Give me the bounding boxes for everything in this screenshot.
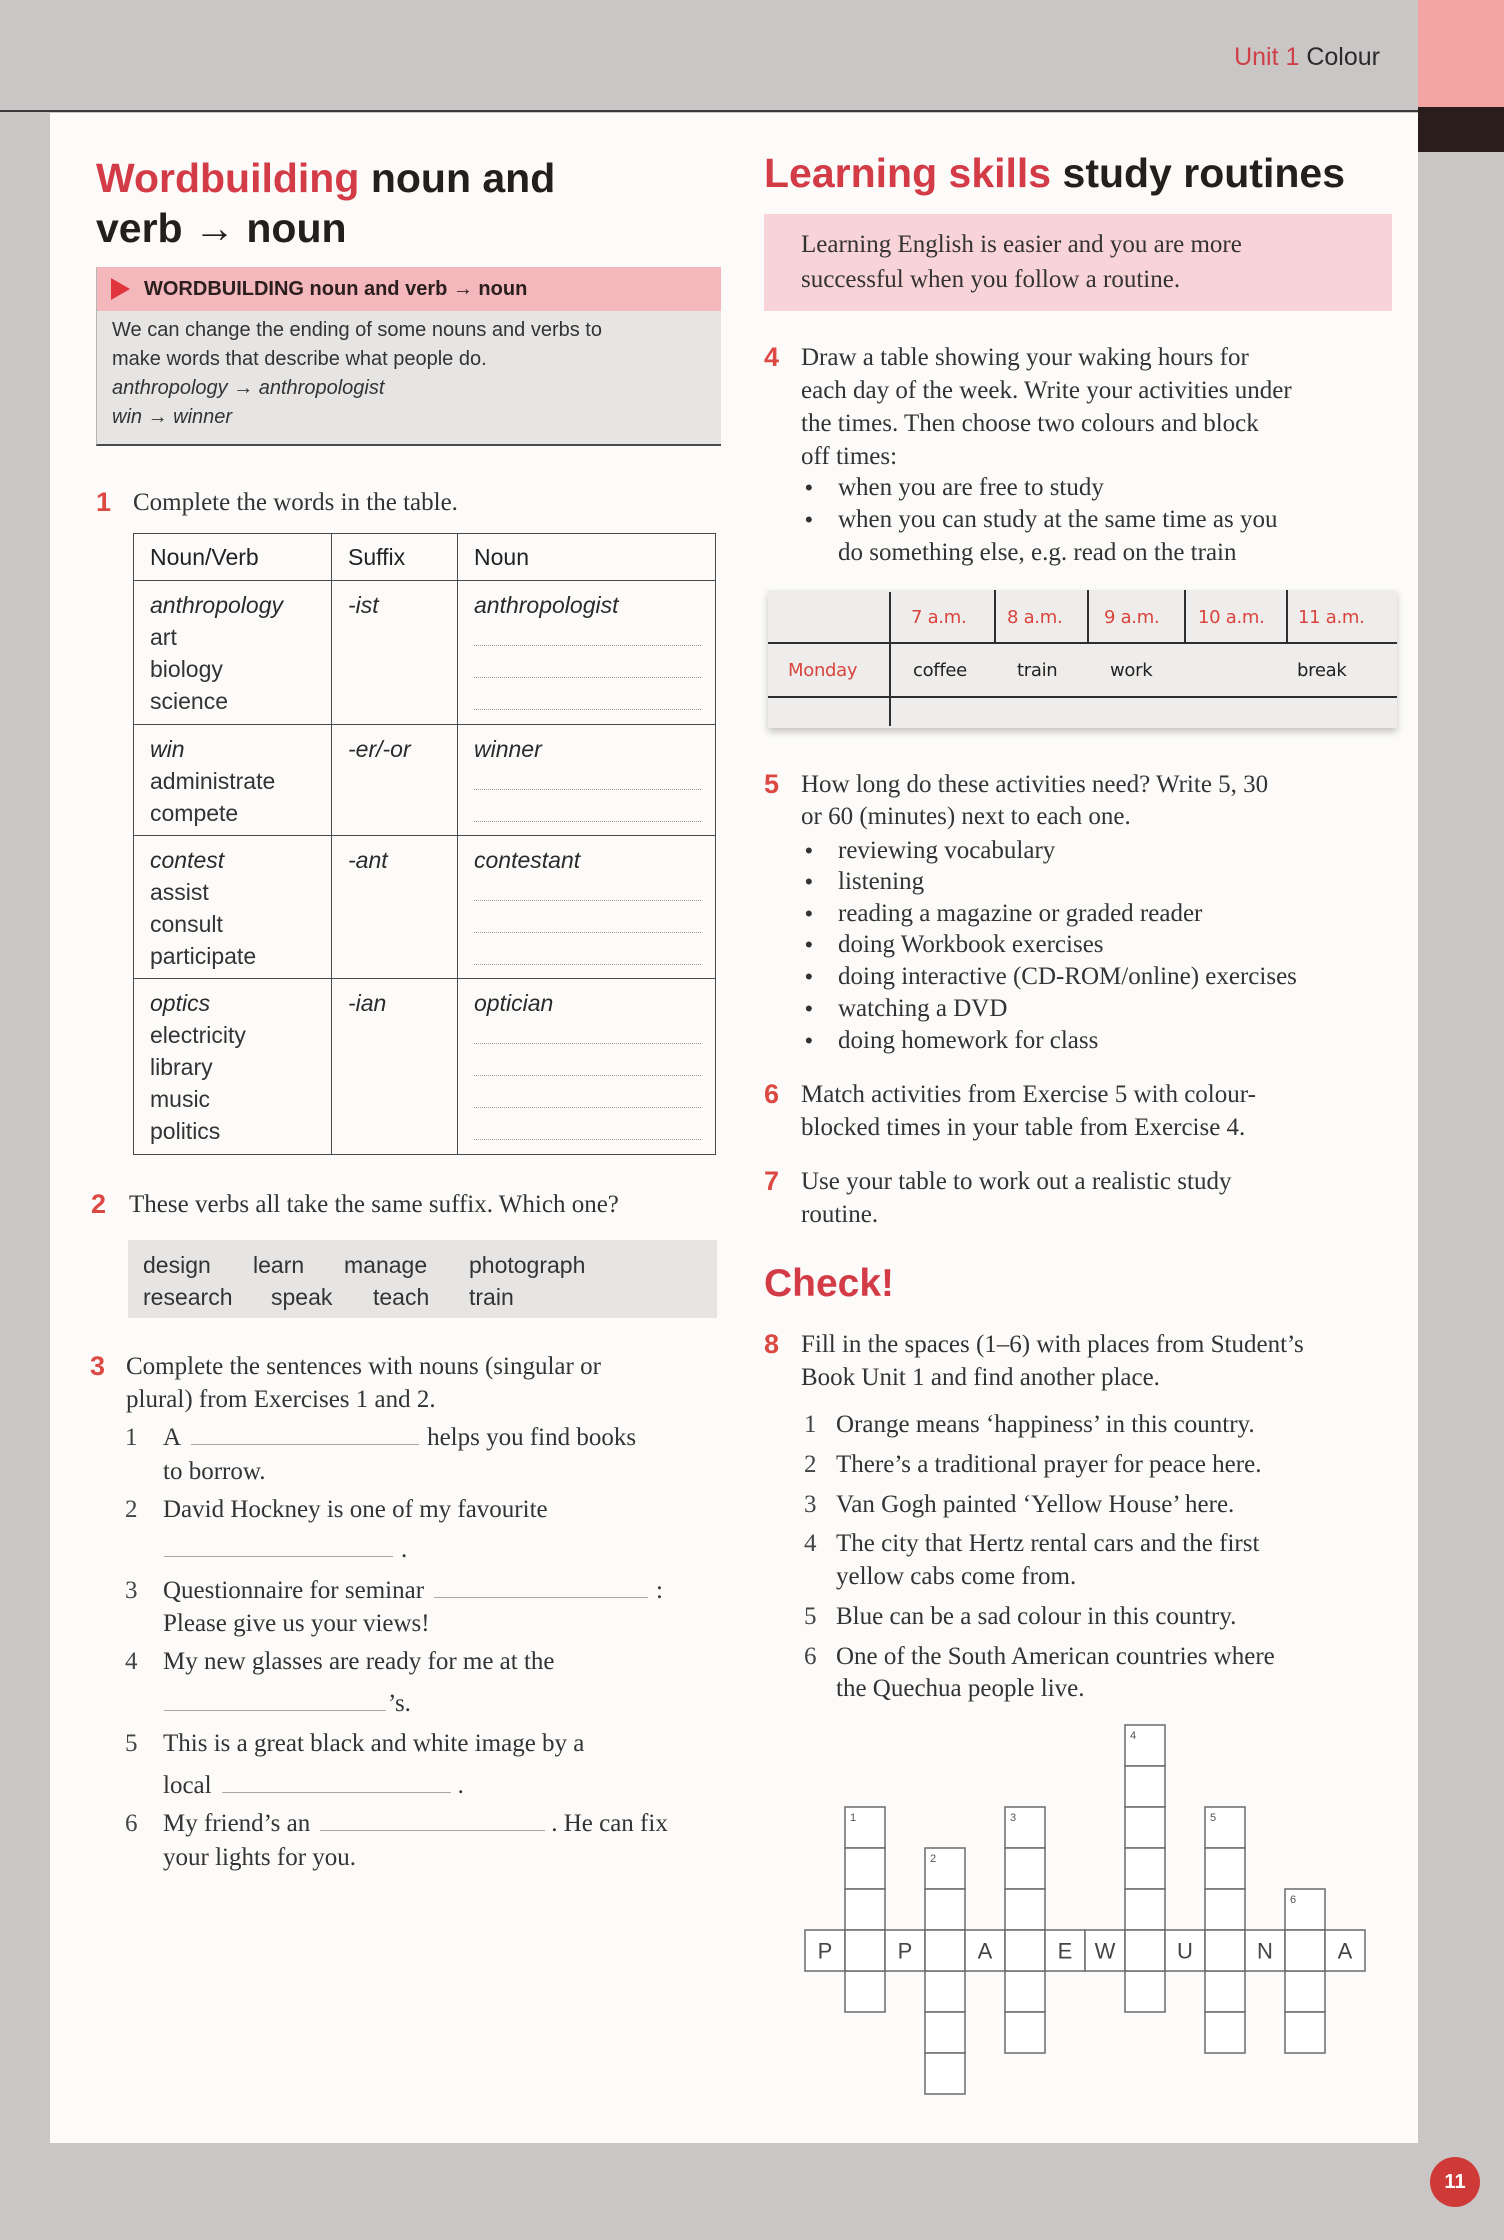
wordbuilding-title-accent: Wordbuilding [96, 155, 360, 201]
verb-word-box [128, 1240, 717, 1318]
wordbuilding-example: win → winner [112, 406, 233, 428]
exercise-6-line: Match activities from Exercise 5 with colour- [801, 1081, 1256, 1108]
example-noun: contestant [474, 847, 581, 873]
crossword-across-cell[interactable] [1005, 1930, 1045, 1971]
crossword-down-cell[interactable] [1125, 1971, 1165, 2012]
clue-text: yellow cabs come from. [836, 1563, 1077, 1590]
answer-blank[interactable] [474, 1019, 715, 1051]
clue-number: 4 [804, 1530, 817, 1557]
crossword-given-letter: P [897, 1938, 913, 1964]
suffix: -ant [348, 847, 388, 873]
crossword-given-letter: E [1057, 1938, 1073, 1964]
sentence-line: your lights for you. [163, 1844, 357, 1871]
crossword-down-cell[interactable] [925, 1889, 965, 1930]
activity-bullet: watching a DVD [838, 995, 1008, 1022]
crossword-down-cell[interactable] [1005, 1971, 1045, 2012]
crossword-down-cell[interactable] [845, 1971, 885, 2012]
exercise-4-line: Draw a table showing your waking hours for [801, 344, 1249, 371]
base-word: administrate [150, 768, 276, 794]
crossword-across-cell[interactable] [845, 1930, 885, 1971]
base-word: win [150, 736, 185, 762]
noun-cell [458, 979, 716, 1155]
base-word: consult [150, 911, 223, 937]
crossword-clue-number: 2 [930, 1853, 937, 1865]
exercise-4-number: 4 [764, 342, 780, 372]
answer-blank[interactable] [474, 940, 715, 972]
clue-number: 2 [804, 1451, 817, 1478]
exercise-3-instruction-line: plural) from Exercises 1 and 2. [126, 1386, 436, 1413]
suffix: -ist [348, 592, 379, 618]
answer-blank[interactable] [474, 653, 715, 685]
wordbuilding-table [133, 533, 716, 1155]
sentence-line [163, 1687, 411, 1720]
wordbuilding-example: anthropology → anthropologist [112, 377, 385, 399]
verb-word: train [469, 1284, 514, 1310]
clue-text: One of the South American countries where [836, 1643, 1275, 1670]
unit-dark-tab [1418, 107, 1504, 152]
crossword-grid [795, 1715, 1375, 2105]
exercise-7-line: routine. [801, 1201, 879, 1228]
base-word: library [150, 1054, 213, 1080]
wordbuilding-title-line-1 [96, 153, 555, 203]
sample-timetable [768, 590, 1397, 728]
activity-bullet: reading a magazine or graded reader [838, 900, 1203, 927]
time-label: 10 a.m. [1198, 607, 1265, 628]
bullet-text: when you are free to study [838, 474, 1104, 501]
sentence-text: A [163, 1424, 182, 1451]
sentence-text: . He can fix [551, 1810, 668, 1837]
answer-blank[interactable] [474, 1083, 715, 1115]
bullet-icon: • [805, 901, 813, 926]
table-row [134, 725, 716, 836]
crossword-down-cell[interactable] [1285, 2012, 1325, 2053]
verb-word: learn [253, 1252, 305, 1278]
table-row [134, 979, 716, 1155]
bullet-icon: • [805, 932, 813, 957]
crossword-across-cell[interactable] [1285, 1930, 1325, 1971]
timetable-rule [768, 696, 1397, 698]
crossword-across-cell[interactable] [1205, 1930, 1245, 1971]
crossword-clue-number: 4 [1130, 1730, 1137, 1742]
base-word: assist [150, 879, 209, 905]
activity-label: coffee [913, 660, 967, 681]
sentence-text: : [656, 1577, 663, 1604]
sentence-line: to borrow. [163, 1458, 266, 1485]
example-noun: optician [474, 990, 554, 1016]
timetable-rule [1286, 590, 1288, 643]
suffix-cell [332, 836, 458, 979]
time-label: 11 a.m. [1298, 607, 1365, 628]
verb-word: research [143, 1284, 233, 1310]
suffix: -ian [348, 990, 387, 1016]
exercise-3-instruction-line: Complete the sentences with nouns (singular or [126, 1353, 601, 1380]
answer-blank[interactable] [474, 685, 715, 717]
answer-blank[interactable] [191, 1443, 419, 1445]
verb-word: design [143, 1252, 211, 1278]
bullet-icon: • [805, 869, 813, 894]
exercise-1-instruction: Complete the words in the table. [133, 489, 458, 516]
exercise-7-number: 7 [764, 1166, 780, 1196]
crossword-clue-number: 6 [1290, 1894, 1297, 1906]
wordbuilding-title [96, 153, 555, 253]
clue-number: 5 [804, 1603, 817, 1630]
wordbuilding-box-line: We can change the ending of some nouns and verbs to [112, 319, 602, 341]
sentence-line: David Hockney is one of my favourite [163, 1496, 548, 1523]
wordbuilding-title-rest: noun and [370, 155, 556, 201]
play-triangle-icon [111, 278, 130, 300]
timetable-rule [1087, 590, 1089, 643]
sentence-number: 3 [125, 1577, 138, 1604]
base-word: art [150, 624, 177, 650]
sentence-line: My new glasses are ready for me at the [163, 1648, 555, 1675]
timetable-rule [994, 590, 996, 643]
clue-number: 6 [804, 1643, 817, 1670]
base-word: participate [150, 943, 257, 969]
crossword-down-cell[interactable] [1125, 1766, 1165, 1807]
crossword-down-cell[interactable] [1125, 1807, 1165, 1848]
sentence-line: This is a great black and white image by a [163, 1730, 585, 1757]
sentence-text: . [401, 1536, 408, 1563]
crossword-down-cell[interactable] [1005, 1848, 1045, 1889]
exercise-5-number: 5 [764, 769, 780, 799]
sentence-line [163, 1421, 636, 1454]
crossword-down-cell[interactable] [1205, 1971, 1245, 2012]
unit-colour-tab [1418, 0, 1504, 107]
clue-text: Van Gogh painted ‘Yellow House’ here. [836, 1491, 1235, 1518]
exercise-6-line: blocked times in your table from Exercise 4. [801, 1114, 1246, 1141]
answer-blank[interactable] [222, 1791, 451, 1793]
exercise-2-number: 2 [91, 1189, 107, 1219]
learning-skills-title-accent: Learning skills [764, 150, 1052, 196]
bullet-text: when you can study at the same time as you [838, 506, 1278, 533]
column-header-noun-verb: Noun/Verb [134, 534, 332, 581]
verb-word: photograph [469, 1252, 586, 1278]
crossword-clue-number: 3 [1010, 1812, 1017, 1824]
verb-word: speak [271, 1284, 333, 1310]
noun-verb-cell [134, 836, 332, 979]
sentence-line [163, 1769, 464, 1802]
answer-blank[interactable] [474, 908, 715, 940]
crossword-down-cell[interactable] [1005, 1889, 1045, 1930]
answer-blank[interactable] [474, 876, 715, 908]
exercise-8-line: Fill in the spaces (1–6) with places from Student’s [801, 1331, 1304, 1358]
exercise-8-line: Book Unit 1 and find another place. [801, 1364, 1160, 1391]
activity-bullet: reviewing vocabulary [838, 837, 1056, 864]
wordbuilding-box-line: make words that describe what people do. [112, 348, 487, 370]
crossword-given-letter: A [977, 1938, 993, 1964]
exercise-4-line: the times. Then choose two colours and block [801, 410, 1259, 437]
crossword-down-cell[interactable] [1205, 2012, 1245, 2053]
activity-bullet: doing Workbook exercises [838, 931, 1104, 958]
exercise-6-number: 6 [764, 1079, 780, 1109]
crossword-clue-number: 5 [1210, 1812, 1217, 1824]
exercise-7-line: Use your table to work out a realistic study [801, 1168, 1232, 1195]
crossword-down-cell[interactable] [1285, 1971, 1325, 2012]
clue-text: Blue can be a sad colour in this country. [836, 1603, 1237, 1630]
activity-label: break [1297, 660, 1347, 681]
sentence-line [163, 1533, 407, 1566]
clue-number: 1 [804, 1411, 817, 1438]
suffix: -er/-or [348, 736, 411, 762]
sentence-text: Questionnaire for seminar [163, 1577, 425, 1604]
crossword-down-cell[interactable] [1005, 2012, 1045, 2053]
learning-skills-title-rest: study routines [1062, 150, 1345, 196]
crossword-down-cell[interactable] [1205, 1848, 1245, 1889]
bullet-icon: • [805, 964, 813, 989]
noun-cell [458, 836, 716, 979]
example-noun: anthropologist [474, 592, 619, 618]
answer-blank[interactable] [474, 1051, 715, 1083]
wordbuilding-box [96, 267, 721, 446]
exercise-1-number: 1 [96, 487, 112, 517]
crossword-given-letter: A [1337, 1938, 1353, 1964]
base-word: compete [150, 800, 239, 826]
crossword-across-cell[interactable] [1125, 1930, 1165, 1971]
exercise-8-number: 8 [764, 1329, 780, 1359]
sentence-line [163, 1574, 663, 1607]
answer-blank[interactable] [474, 765, 715, 797]
answer-blank[interactable] [434, 1596, 648, 1598]
base-word: electricity [150, 1022, 246, 1048]
answer-blank[interactable] [164, 1555, 393, 1557]
answer-blank[interactable] [474, 621, 715, 653]
noun-verb-cell [134, 725, 332, 836]
time-label: 8 a.m. [1007, 607, 1063, 628]
crossword-clue-number: 1 [850, 1812, 857, 1824]
answer-blank[interactable] [474, 1115, 715, 1147]
crossword-given-letter: N [1257, 1938, 1273, 1964]
noun-verb-cell [134, 581, 332, 725]
clue-text: Orange means ‘happiness’ in this country. [836, 1411, 1255, 1438]
wordbuilding-box-heading: WORDBUILDING noun and verb → noun [144, 278, 528, 300]
timetable-rule [1184, 590, 1186, 643]
check-heading: Check! [764, 1262, 895, 1305]
sentence-number: 2 [125, 1496, 138, 1523]
clue-text: There’s a traditional prayer for peace here. [836, 1451, 1262, 1478]
sentence-text: . [457, 1772, 464, 1799]
day-label: Monday [788, 660, 858, 681]
exercise-4-line: off times: [801, 443, 898, 470]
bullet-icon: • [805, 838, 813, 863]
answer-blank[interactable] [320, 1829, 545, 1831]
column-header-suffix: Suffix [332, 534, 458, 581]
time-label: 7 a.m. [911, 607, 967, 628]
bullet-icon: • [805, 475, 813, 500]
tip-box [764, 214, 1392, 311]
base-word: politics [150, 1118, 221, 1144]
noun-cell [458, 581, 716, 725]
base-word: optics [150, 990, 211, 1016]
sentence-number: 5 [125, 1730, 138, 1757]
sentence-text: My friend’s an [163, 1810, 311, 1837]
tip-line: Learning English is easier and you are more [801, 231, 1242, 258]
page-number-badge: 11 [1430, 2157, 1480, 2207]
column-header-noun: Noun [458, 534, 716, 581]
clue-text: The city that Hertz rental cars and the first [836, 1530, 1260, 1557]
tip-line: successful when you follow a routine. [801, 266, 1181, 293]
crossword-down-cell[interactable] [925, 2053, 965, 2094]
wordbuilding-box-header [97, 267, 721, 311]
crossword-down-cell[interactable] [925, 2012, 965, 2053]
base-word: science [150, 688, 228, 714]
clue-number: 3 [804, 1491, 817, 1518]
base-word: music [150, 1086, 211, 1112]
sentence-number: 1 [125, 1424, 138, 1451]
activity-bullet: listening [838, 868, 925, 895]
suffix-cell [332, 725, 458, 836]
crossword-down-cell[interactable] [1205, 1889, 1245, 1930]
timetable-rule [889, 592, 891, 726]
activity-bullet: doing homework for class [838, 1027, 1099, 1054]
top-rule [0, 110, 1418, 112]
exercise-2-instruction: These verbs all take the same suffix. Which one? [129, 1191, 619, 1218]
activity-bullet: doing interactive (CD-ROM/online) exercises [838, 963, 1297, 990]
table-header-row [134, 534, 716, 581]
crossword-down-cell[interactable] [845, 1848, 885, 1889]
sentence-text: helps you find books [427, 1424, 637, 1451]
wordbuilding-box-body [97, 311, 721, 432]
wordbuilding-title-line-2: verb → noun [96, 205, 347, 251]
bullet-icon: • [805, 996, 813, 1021]
timetable-rule [768, 642, 1397, 644]
sentence-line [163, 1807, 668, 1840]
crossword-down-cell[interactable] [925, 1971, 965, 2012]
crossword-down-cell[interactable] [1125, 1889, 1165, 1930]
base-word: contest [150, 847, 225, 873]
unit-label: Unit 1 [1234, 43, 1300, 71]
sentence-line: Please give us your views! [163, 1610, 430, 1637]
table-row [134, 581, 716, 725]
crossword-across-cell[interactable] [925, 1930, 965, 1971]
exercise-4-line: each day of the week. Write your activities under [801, 377, 1292, 404]
sentence-text: local [163, 1772, 212, 1799]
exercise-3-number: 3 [90, 1351, 106, 1381]
answer-blank[interactable] [164, 1709, 386, 1711]
bullet-icon: • [805, 1028, 813, 1053]
crossword-down-cell[interactable] [1125, 1848, 1165, 1889]
table-row [134, 836, 716, 979]
crossword-given-letter: U [1177, 1938, 1193, 1964]
crossword-given-letter: W [1094, 1938, 1116, 1964]
crossword-given-letter: P [817, 1938, 833, 1964]
base-word: biology [150, 656, 223, 682]
activity-label: work [1110, 660, 1153, 681]
noun-cell [458, 725, 716, 836]
example-noun: winner [474, 736, 542, 762]
sentence-text: ’s. [388, 1690, 411, 1717]
sentence-number: 4 [125, 1648, 138, 1675]
suffix-cell [332, 979, 458, 1155]
time-label: 9 a.m. [1104, 607, 1160, 628]
exercise-5-line: or 60 (minutes) next to each one. [801, 803, 1131, 830]
activity-label: train [1017, 660, 1058, 681]
verb-word: teach [373, 1284, 430, 1310]
noun-verb-cell [134, 979, 332, 1155]
exercise-5-line: How long do these activities need? Write 5, 30 [801, 771, 1269, 798]
sentence-number: 6 [125, 1810, 138, 1837]
bullet-text: do something else, e.g. read on the train [838, 539, 1237, 566]
base-word: anthropology [150, 592, 283, 618]
bullet-icon: • [805, 507, 813, 532]
crossword-down-cell[interactable] [845, 1889, 885, 1930]
running-head [1234, 42, 1380, 72]
verb-word: manage [344, 1252, 428, 1278]
unit-title: Colour [1306, 43, 1380, 71]
answer-blank[interactable] [474, 797, 715, 829]
learning-skills-title [764, 148, 1345, 198]
suffix-cell [332, 581, 458, 725]
clue-text: the Quechua people live. [836, 1675, 1085, 1702]
